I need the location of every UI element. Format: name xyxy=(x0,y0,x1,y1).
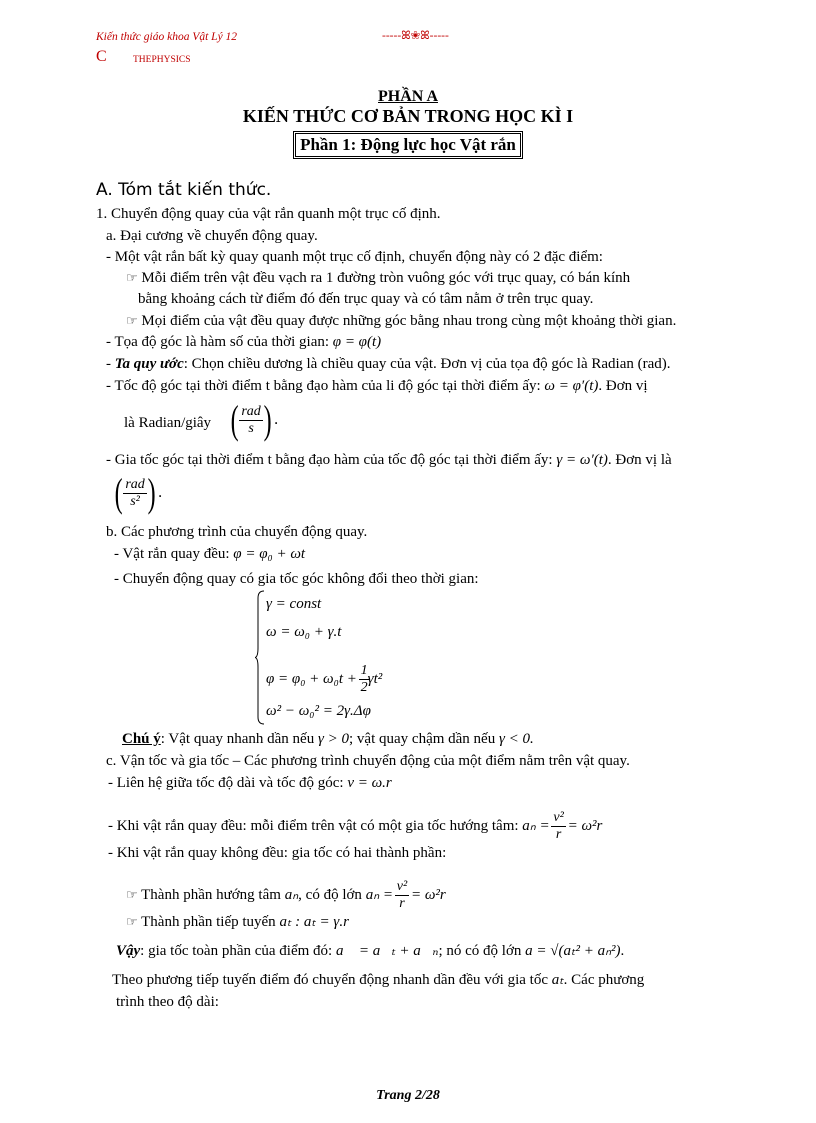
frac-one: 1 xyxy=(360,663,368,678)
note-line xyxy=(122,731,534,748)
frac-r: r xyxy=(555,827,562,842)
formula-uniform: φ = φ₀ + ωt xyxy=(233,546,306,562)
line-21-mid: ; nó có độ lớn xyxy=(438,943,522,959)
line-19 xyxy=(126,879,446,912)
line-16 xyxy=(108,775,392,792)
formula-an-rhs-2: = ω²r xyxy=(410,886,446,903)
line-22 xyxy=(112,970,644,989)
line-8-text: : Chọn chiều dương là chiều quay của vật. Đơn vị của tọa độ góc là Radian (rad). xyxy=(183,356,671,372)
frac-two: 2 xyxy=(360,680,368,695)
line-16-text: - Liên hệ giữa tốc độ dài và tốc độ góc: xyxy=(108,775,344,791)
unit-rad-per-s2: ( $\frac{\text{rad}}{\text{s²}}$ ) . xyxy=(114,470,163,515)
line-6-text: Mọi điểm của vật đều quay được những góc bằng nhau trong cùng một khoảng thời gian. xyxy=(141,313,677,329)
note-text: : Vật quay nhanh dần nếu xyxy=(160,731,315,747)
line-19-mid: , có độ lớn xyxy=(298,886,362,903)
page-number: Trang 2/28 xyxy=(376,1088,440,1103)
formula-an-rhs: = ω²r xyxy=(567,817,603,834)
line-9-text: - Tốc độ góc tại thời điểm t bằng đạo hàm của li độ góc tại thời điểm ấy: xyxy=(106,378,541,394)
hand-bullet-icon: ☞ xyxy=(126,270,138,285)
line-4 xyxy=(126,270,630,287)
line-17 xyxy=(108,810,602,843)
formula-a-vector: a⃗ = a⃗ₜ + a⃗ₙ xyxy=(335,943,439,959)
line-7 xyxy=(106,334,381,351)
line-15: c. Vận tốc và gia tốc – Các phương trình chuyển động của một điểm nằm trên vật quay. xyxy=(106,753,630,769)
header-ornament: -----ꕤ❀ꕤ----- xyxy=(382,30,449,42)
formula-at-2: aₜ xyxy=(551,972,564,988)
formula-a-magnitude: a = √(aₜ² + aₙ²) xyxy=(525,943,621,959)
line-1: 1. Chuyển động quay của vật rắn quanh một trục cố định. xyxy=(96,206,441,222)
header-logo-letter: C xyxy=(96,48,107,65)
line-22-text: Theo phương tiếp tuyến điểm đó chuyển động nhanh dần đều với gia tốc xyxy=(112,972,548,988)
hand-bullet-icon: ☞ xyxy=(126,313,138,328)
frac-v2: v² xyxy=(396,879,408,894)
line-6 xyxy=(126,313,676,330)
note-label: Chú ý xyxy=(122,731,161,747)
frac-r: r xyxy=(399,896,405,911)
system-eq-3 xyxy=(266,663,382,696)
frac-den-s: s xyxy=(248,420,254,436)
line-8 xyxy=(106,356,671,373)
line-21 xyxy=(116,941,624,960)
boxed-heading: Phần 1: Động lực học Vật rắn xyxy=(293,131,523,159)
line-20 xyxy=(126,912,349,931)
line-11-text: - Gia tốc góc tại thời điểm t bằng đạo hàm của tốc độ góc tại thời điểm ấy: xyxy=(106,452,553,468)
line-18: - Khi vật rắn quay không đều: gia tốc có hai thành phần: xyxy=(108,845,447,861)
hand-bullet-icon: ☞ xyxy=(126,886,138,902)
formula-an-lhs: aₙ = xyxy=(522,817,550,834)
boxed-heading-wrap xyxy=(0,131,816,159)
line-10: là Radian/giây xyxy=(124,415,212,431)
line-12: b. Các phương trình của chuyển động quay. xyxy=(106,524,368,540)
line-7-text: - Tọa độ góc là hàm số của thời gian: xyxy=(106,334,330,350)
line-8-emphasis: Ta quy ước xyxy=(114,356,184,372)
line-22-end: . Các phương xyxy=(563,972,645,988)
frac-num-rad: rad xyxy=(125,476,145,492)
system-brace-icon xyxy=(255,590,265,725)
unit-rad-per-s: ( $\frac{\text{rad}}{s}$ ) . xyxy=(230,397,279,442)
formula-v: v = ω.r xyxy=(347,775,392,791)
system-eq-3b: γt² xyxy=(367,670,383,687)
line-3: - Một vật rắn bất kỳ quay quanh một trục cố định, chuyển động này có 2 đặc điểm: xyxy=(106,249,603,265)
system-eq-4: ω² − ω₀² = 2γ.Δφ xyxy=(266,703,371,719)
formula-an-lhs-2: aₙ = xyxy=(365,886,394,903)
line-17-text: - Khi vật rắn quay đều: mỗi điểm trên vật có một gia tốc hướng tâm: xyxy=(108,817,519,834)
formula-an: aₙ xyxy=(284,886,299,903)
system-eq-2: ω = ω₀ + γ.t xyxy=(266,624,342,640)
formula-omega: ω = φ′(t) xyxy=(544,378,599,394)
line-21-text: : gia tốc toàn phần của điểm đó: xyxy=(140,943,333,959)
line-11 xyxy=(106,452,672,469)
line-9-end: . Đơn vị xyxy=(598,378,648,394)
part-label: PHẦN A xyxy=(378,88,438,105)
frac-den-s2: s² xyxy=(130,493,140,509)
formula-at: aₜ : aₜ = γ.r xyxy=(279,914,349,930)
line-13 xyxy=(114,546,305,563)
line-13-text: - Vật rắn quay đều: xyxy=(114,546,230,562)
line-14: - Chuyển động quay có gia tốc góc không đổi theo thời gian: xyxy=(114,571,479,587)
hand-bullet-icon: ☞ xyxy=(126,914,138,929)
line-20-text: Thành phần tiếp tuyến xyxy=(141,914,276,930)
line-19-text: Thành phần hướng tâm xyxy=(141,886,281,903)
line-11-end: . Đơn vị là xyxy=(607,452,672,468)
note-formula-2: γ < 0. xyxy=(498,731,534,747)
frac-v2: v² xyxy=(553,810,564,825)
note-formula-1: γ > 0 xyxy=(317,731,350,747)
section-a-heading: A. Tóm tắt kiến thức. xyxy=(96,180,272,200)
line-2: a. Đại cương về chuyển động quay. xyxy=(106,228,318,244)
line-21-end: . xyxy=(620,943,625,959)
system-eq-3a: φ = φ₀ + ω₀t + xyxy=(266,670,357,687)
line-5: bằng khoảng cách từ điểm đó đến trục quay và có tâm nằm ở trên trục quay. xyxy=(138,291,594,307)
header-left-title: Kiến thức giáo khoa Vật Lý 12 xyxy=(96,31,238,43)
formula-phi-t: φ = φ(t) xyxy=(332,334,382,350)
page-title: KIẾN THỨC CƠ BẢN TRONG HỌC KÌ I xyxy=(242,106,574,126)
header-brand: THEPHYSICS xyxy=(133,55,191,65)
line-21-emphasis: Vậy xyxy=(116,943,141,959)
line-23: trình theo độ dài: xyxy=(116,994,219,1010)
formula-gamma: γ = ω′(t) xyxy=(556,452,608,468)
frac-num-rad: rad xyxy=(241,403,261,419)
note-mid: ; vật quay chậm dần nếu xyxy=(349,731,496,747)
line-9 xyxy=(106,378,648,395)
line-4-text: Mỗi điểm trên vật đều vạch ra 1 đường tròn vuông góc với trục quay, có bán kính xyxy=(141,270,631,286)
system-eq-1: γ = const xyxy=(266,596,322,612)
line-8-dash: - xyxy=(106,356,115,372)
